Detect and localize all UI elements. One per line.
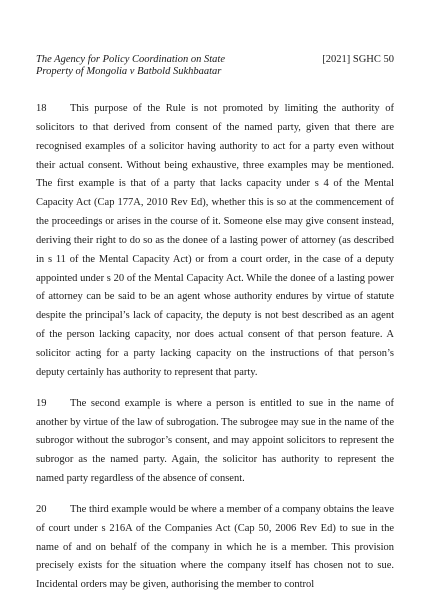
- paragraph-number: 20: [36, 503, 47, 515]
- paragraph-20: [36, 501, 394, 595]
- case-citation: [2021] SGHC 50: [322, 54, 394, 65]
- paragraph-19: [36, 395, 394, 489]
- case-title-line-2: Property of Mongolia v Batbold Sukhbaatar: [36, 66, 222, 77]
- paragraph-text: The second example is where a person is entitled to sue in the name of another by virtue of the law of subrogation. The subrogee may sue in the name of the subrogor without the subrogor’s consent, and may appoint solicitors to represent the subrogor as the named party. Again, the solicitor has authority to represent the named party regardless of the absence of consent.: [36, 397, 394, 485]
- page-header: [36, 54, 394, 78]
- paragraph-number: 19: [36, 397, 47, 409]
- case-title-line-1: The Agency for Policy Coordination on State: [36, 54, 225, 65]
- paragraph-text: This purpose of the Rule is not promoted by limiting the authority of solicitors to that derived from consent of the named party, given that there are recognised examples of a solicitor having authority to act for a party even without their actual consent. Without being exhaustive, three examples may be mentioned. The first example is that of a party that lacks capacity under s 4 of the Mental Capacity Act (Cap 177A, 2010 Rev Ed), whether this is so at the commencement of the proceedings or arises in the course of it. Someone else may give consent instead, deriving their right to do so as the donee of a lasting power of attorney (as described in s 11 of the Mental Capacity Act) or from a court order, in the case of a deputy appointed under s 20 of the Mental Capacity Act. While the donee of a lasting power of attorney can be said to be an agent whose authority endures by virtue of statute despite the principal’s lack of capacity, the deputy is not best described as an agent of the person lacking capacity, nor does actual consent of that person feature. A solicitor acting for a party lacking capacity on the instructions of that person’s deputy certainly has authority to represent that party.: [36, 103, 394, 378]
- judgment-body: [36, 100, 394, 607]
- paragraph-text: The third example would be where a member of a company obtains the leave of court under s 216A of the Companies Act (Cap 50, 2006 Rev Ed) to sue in the name of and on behalf of the company in which he is a member. This provision precisely exists for the situation where the company itself has chosen not to sue. Incidental orders may be given, authorising the member to control: [36, 503, 394, 591]
- paragraph-18: [36, 100, 394, 383]
- case-title: [36, 54, 266, 78]
- paragraph-number: 18: [36, 103, 47, 114]
